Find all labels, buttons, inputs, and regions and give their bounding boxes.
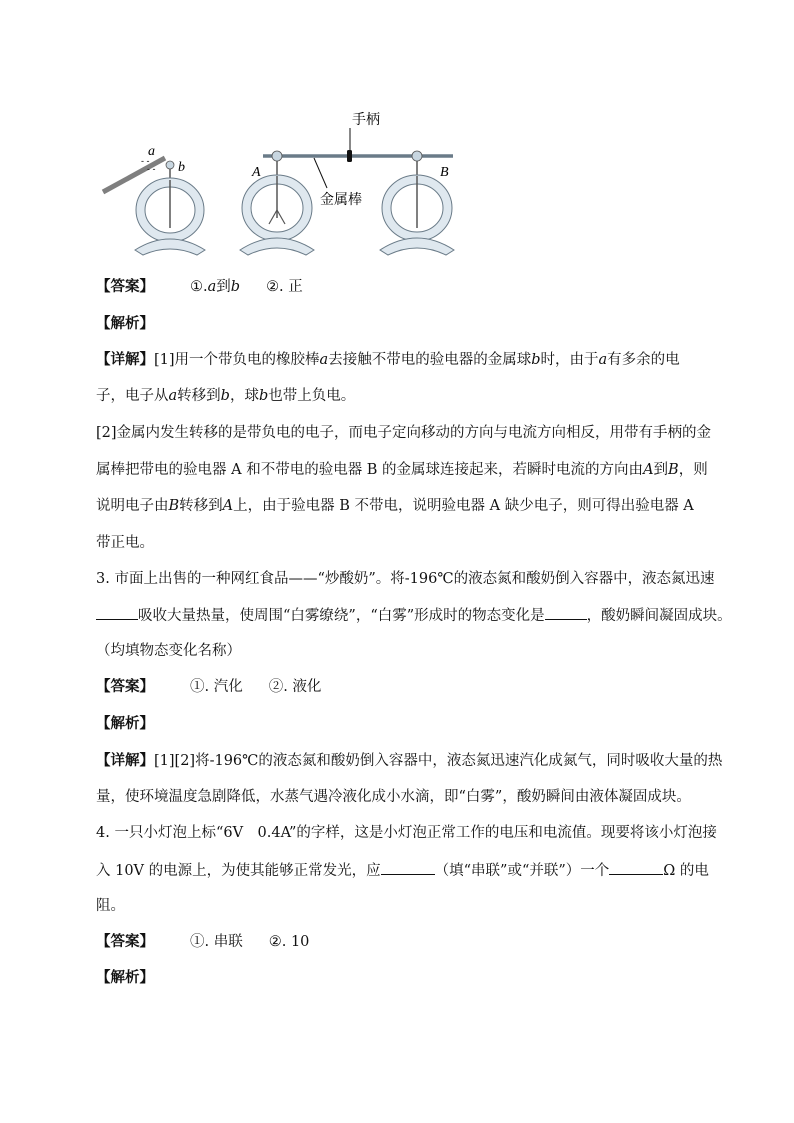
label-B: B [440, 165, 449, 180]
q2-d5-B: B [168, 498, 180, 514]
label-a: a [148, 144, 155, 159]
answer-1-num: ①. [190, 679, 210, 695]
answer-2-text: 液化 [292, 679, 322, 695]
q2-d1-p3: 时，由于 [540, 352, 599, 368]
q3-stem-line-3: （均填物态变化名称） [96, 643, 241, 659]
answer-1-to: 到 [216, 279, 231, 295]
blank-4 [609, 860, 663, 875]
svg-text:- -: - - [141, 156, 150, 166]
q3-stem2-p1: 吸收大量热量，使周围“白雾缭绕”，“白雾”形成时的物态变化是 [138, 608, 545, 624]
answer-tag: 【答案】 [96, 278, 154, 295]
q2-d5-p2: 转移到 [179, 498, 223, 514]
label-A: A [252, 165, 261, 180]
q2-detail-line-1 [96, 350, 680, 370]
answer-1-a: a [207, 279, 217, 295]
answer-1-num: ①. [190, 934, 210, 950]
q4-stem-line-1: 4. 一只小灯泡上标“6V 0.4A”的字样，这是小灯泡正常工作的电压和电流值。现要将该小灯泡接 [96, 825, 717, 841]
q2-d2-b: b [220, 388, 230, 404]
q3-answer-line [96, 677, 321, 697]
handle [347, 150, 352, 162]
q4-answer-line [96, 932, 309, 952]
q2-d1-p1: [1]用一个带负电的橡胶棒 [154, 352, 320, 368]
label-b: b [178, 160, 185, 175]
answer-tag: 【答案】 [96, 933, 154, 950]
blank-3 [381, 860, 435, 875]
q2-detail-line-5 [96, 496, 694, 516]
q2-detail-line-4 [96, 460, 708, 480]
q2-d4-p3: ，则 [678, 462, 708, 478]
q3-detail-line-2: 量，使环境温度急剧降低，水蒸气遇冷液化成小水滴，即“白雾”，酸奶瞬间由液体凝固成块。 [96, 789, 691, 805]
q3-stem-line-2 [96, 605, 732, 626]
q2-d1-a2: a [598, 352, 608, 368]
q2-d2-p4: 也带上负电。 [268, 388, 356, 404]
electroscope-left [135, 161, 205, 255]
answer-1-b: b [230, 279, 241, 295]
blank-2 [545, 605, 587, 620]
q2-d2-b2: b [258, 388, 269, 404]
answer-tag: 【答案】 [96, 678, 154, 695]
q4-stem-line-2 [96, 860, 709, 881]
q2-d1-a: a [319, 352, 329, 368]
answer-2-num: ②. [268, 934, 287, 950]
q2-d4-B: B [668, 462, 679, 478]
q4-stem-line-3: 阻。 [96, 898, 125, 914]
blank-1 [96, 605, 138, 620]
electroscope-figure [95, 100, 465, 265]
q2-d4-p1: 属棒把带电的验电器 A 和不带电的验电器 B 的金属球连接起来，若瞬时电流的方向由 [96, 462, 644, 478]
answer-2-text: 正 [288, 279, 303, 295]
detail-tag: 【详解】 [96, 351, 154, 368]
label-rod: 金属棒 [320, 193, 362, 208]
q3-analysis-tag: 【解析】 [96, 715, 154, 732]
answer-1-text: 串联 [213, 934, 243, 950]
answer-2-num: ②. [268, 679, 288, 695]
answer-1-text: 汽化 [213, 679, 243, 695]
q2-d2-p1: 子，电子从 [96, 388, 169, 404]
q4-analysis-tag: 【解析】 [96, 969, 154, 986]
q2-detail-line-6: 带正电。 [96, 535, 154, 551]
q2-analysis-tag: 【解析】 [96, 315, 154, 332]
q2-d2-p2: 转移到 [177, 388, 221, 404]
answer-1-num: ①. [190, 279, 208, 295]
q2-d2-a: a [168, 388, 178, 404]
detail-tag: 【详解】 [96, 752, 154, 769]
q2-d2-p3: ，球 [229, 388, 259, 404]
q2-detail-line-2 [96, 386, 355, 406]
q3-detail-line-1 [96, 751, 722, 771]
answer-2-text: 10 [290, 934, 310, 950]
q2-d5-A: A [222, 498, 234, 514]
q2-d4-p2: 到 [653, 462, 669, 478]
svg-text:- -: - - [147, 164, 156, 174]
q2-detail-line-3: [2]金属内发生转移的是带负电的电子，而电子定向移动的方向与电流方向相反，用带有手柄的金 [96, 425, 712, 441]
q2-d4-A: A [643, 462, 654, 478]
q2-d5-p3: 上，由于验电器 B 不带电，说明验电器 A 缺少电子，则可得出验电器 A [233, 498, 694, 514]
q3-d1: [1][2]将-196℃的液态氮和酸奶倒入容器中，液态氮迅速汽化成氮气，同时吸收大量的热 [154, 753, 723, 769]
q2-d1-p2: 去接触不带电的验电器的金属球 [328, 352, 532, 368]
label-handle: 手柄 [352, 113, 380, 128]
q2-d1-b: b [531, 352, 541, 368]
q4-stem2-p2: （填“串联”或“并联”）一个 [434, 863, 610, 879]
q4-stem2-p3: Ω 的电 [663, 863, 709, 879]
answer-2-num: ②. [266, 279, 284, 295]
q2-d5-p1: 说明电子由 [96, 498, 169, 514]
q3-stem2-p2: ，酸奶瞬间凝固成块。 [586, 608, 732, 624]
q2-d1-p4: 有多余的电 [607, 352, 680, 368]
q4-stem2-p1: 入 10V 的电源上，为使其能够正常发光，应 [96, 863, 381, 879]
q3-stem-line-1: 3. 市面上出售的一种网红食品——“炒酸奶”。将-196℃的液态氮和酸奶倒入容器中，液态氮迅速 [96, 571, 715, 587]
q2-answer-line [96, 277, 303, 297]
